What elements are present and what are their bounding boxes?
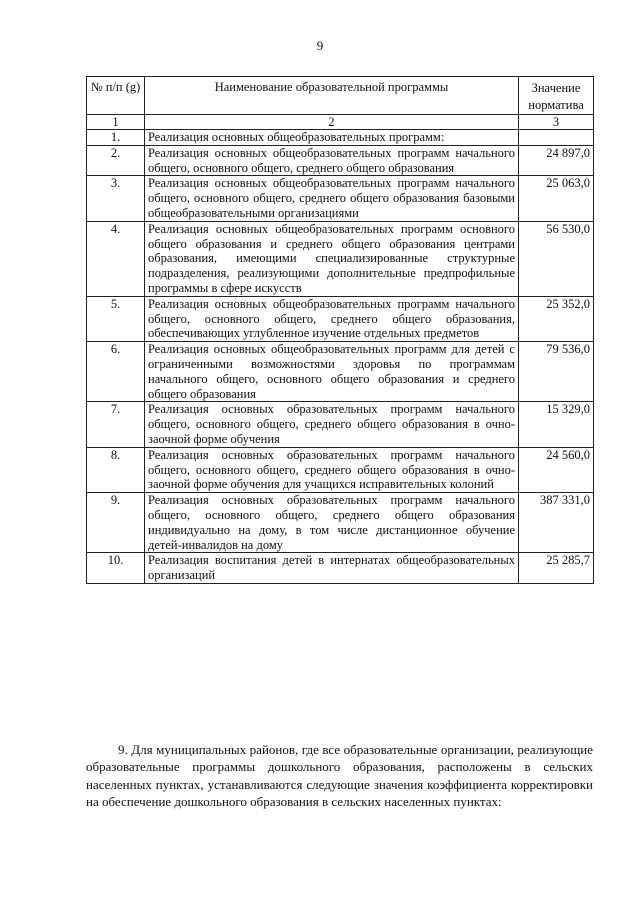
program-name: Реализация основных общеобразовательных программ основного общего образования и среднего общего образования центрами образования, имеющими специализированные структурные подразделения, реализующими дополнительные предпрофильные программы в сфере искусств [145,221,519,296]
program-name: Реализация основных общеобразовательных программ начального общего, основного общего, среднего общего образования [145,145,519,176]
table-row [87,130,594,146]
column-index-3: 3 [519,115,594,130]
program-name: Реализация основных образовательных программ начального общего, основного общего, среднего общего образования в очно-заочной форме обучения [145,402,519,447]
normatives-table [86,76,594,584]
table-row [87,493,594,553]
row-number: 5. [87,296,145,341]
row-number: 1. [87,130,145,146]
normative-value: 56 530,0 [519,221,594,296]
table-row [87,145,594,176]
table-row [87,342,594,402]
normative-value: 15 329,0 [519,402,594,447]
table-row [87,402,594,447]
program-name: Реализация основных общеобразовательных программ начального общего, основного общего, среднего общего образования базовыми общеобразовательными организациями [145,176,519,221]
normative-value: 24 560,0 [519,447,594,492]
normative-value: 25 352,0 [519,296,594,341]
program-name: Реализация основных общеобразовательных программ начального общего, основного общего, среднего общего образования, обеспечивающих углубленное изучение отдельных предметов [145,296,519,341]
row-number: 6. [87,342,145,402]
row-number: 7. [87,402,145,447]
table-row [87,553,594,584]
column-index-row [87,115,594,130]
table-row [87,447,594,492]
table-header-row [87,77,594,115]
row-number: 3. [87,176,145,221]
paragraph-9: 9. Для муниципальных районов, где все образовательные организации, реализующие образовательные программы дошкольного образования, расположены в сельских населенных пунктах, устанавливаются следующие значения коэффициента корректировки на обеспечение дошкольного образования в сельских населенных пунктах: [86,742,593,809]
row-number: 8. [87,447,145,492]
row-number: 10. [87,553,145,584]
normative-value [519,130,594,146]
normative-value: 24 897,0 [519,145,594,176]
column-index-2: 2 [145,115,519,130]
page-number: 9 [316,38,324,53]
program-name: Реализация основных образовательных программ начального общего, основного общего, среднего общего образования в очно-заочной форме обучения для учащихся исправительных колоний [145,447,519,492]
table-row [87,221,594,296]
normative-value: 387 331,0 [519,493,594,553]
program-name: Реализация основных образовательных программ начального общего, основного общего, среднего общего образования индивидуально на дому, в том числе дистанционное обучение детей-инвалидов на дому [145,493,519,553]
row-number: 9. [87,493,145,553]
normative-value: 25 285,7 [519,553,594,584]
header-normative-value: Значение норматива [519,77,594,115]
table-row [87,296,594,341]
program-name: Реализация воспитания детей в интернатах общеобразовательных организаций [145,553,519,584]
header-program-name: Наименование образовательной программы [145,77,519,115]
program-name: Реализация основных общеобразовательных программ: [145,130,519,146]
normative-value: 25 063,0 [519,176,594,221]
row-number: 2. [87,145,145,176]
column-index-1: 1 [87,115,145,130]
table-row [87,176,594,221]
row-number: 4. [87,221,145,296]
header-number: № п/п (g) [87,77,145,115]
normative-value: 79 536,0 [519,342,594,402]
program-name: Реализация основных общеобразовательных программ для детей с ограниченными возможностями здоровья по программам начального общего, основного общего образования и среднего общего образования [145,342,519,402]
